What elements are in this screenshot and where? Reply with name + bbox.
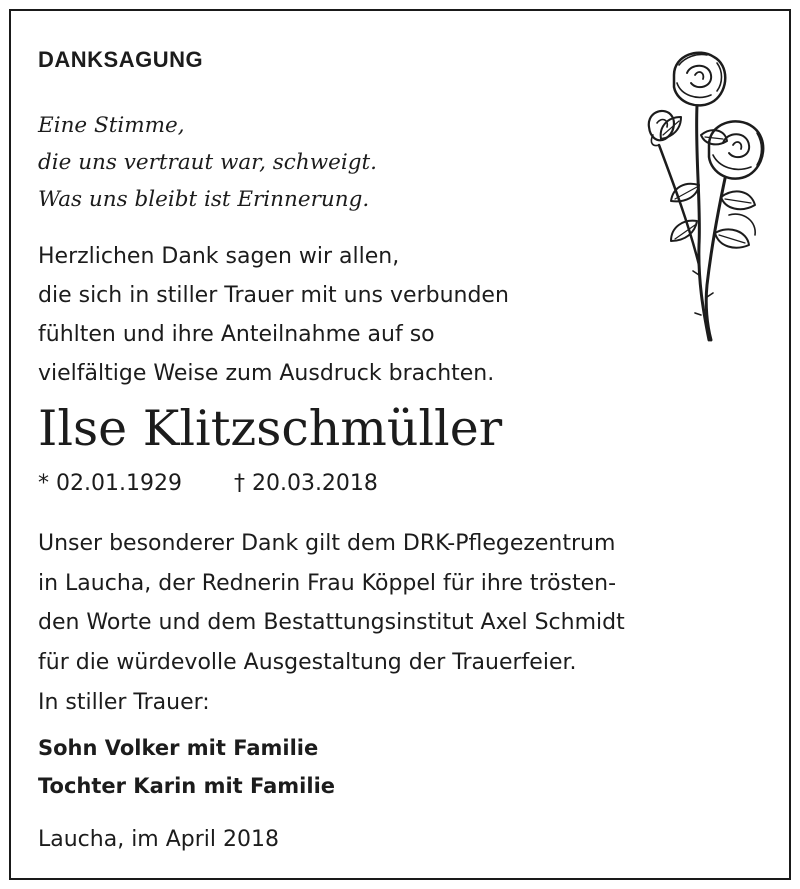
family-member: Sohn Volker mit Familie <box>38 736 319 760</box>
special-thanks-line: den Worte und dem Bestattungsinstitut Axel Schmidt <box>38 610 625 635</box>
special-thanks-line: für die würdevolle Ausgestaltung der Trauerfeier. <box>38 649 577 675</box>
special-thanks-paragraph <box>38 524 625 682</box>
special-thanks-line: Unser besonderer Dank gilt dem DRK-Pflegezentrum <box>38 531 616 556</box>
death-date: † 20.03.2018 <box>233 471 378 496</box>
thanks-line: die sich in stiller Trauer mit uns verbunden <box>38 283 509 308</box>
family-list <box>38 729 335 805</box>
birth-date: * 02.01.1929 <box>38 471 182 496</box>
poem-line: Eine Stimme, <box>38 113 185 138</box>
thanks-line: Herzlichen Dank sagen wir allen, <box>38 244 400 269</box>
deceased-name: Ilse Klitzschmüller <box>38 400 503 457</box>
thanks-line: fühlten und ihre Anteilnahme auf so <box>38 322 435 347</box>
mourning-label: In stiller Trauer: <box>38 690 210 715</box>
rose-illustration <box>619 35 779 355</box>
special-thanks-line: in Laucha, der Rednerin Frau Köppel für ihre trösten- <box>38 570 617 596</box>
thanks-line: vielfältige Weise zum Ausdruck brachten. <box>38 361 495 386</box>
poem-line: Was uns bleibt ist Erinnerung. <box>38 187 370 212</box>
poem-line: die uns vertraut war, schweigt. <box>38 150 377 175</box>
rose-bloom-top <box>674 53 725 106</box>
family-member: Tochter Karin mit Familie <box>38 774 336 798</box>
notice-heading: DANKSAGUNG <box>38 47 204 72</box>
place-and-date: Laucha, im April 2018 <box>38 827 279 852</box>
obituary-notice <box>9 9 791 880</box>
memorial-poem <box>38 107 377 218</box>
life-dates <box>38 469 378 499</box>
thanks-paragraph <box>38 237 509 393</box>
